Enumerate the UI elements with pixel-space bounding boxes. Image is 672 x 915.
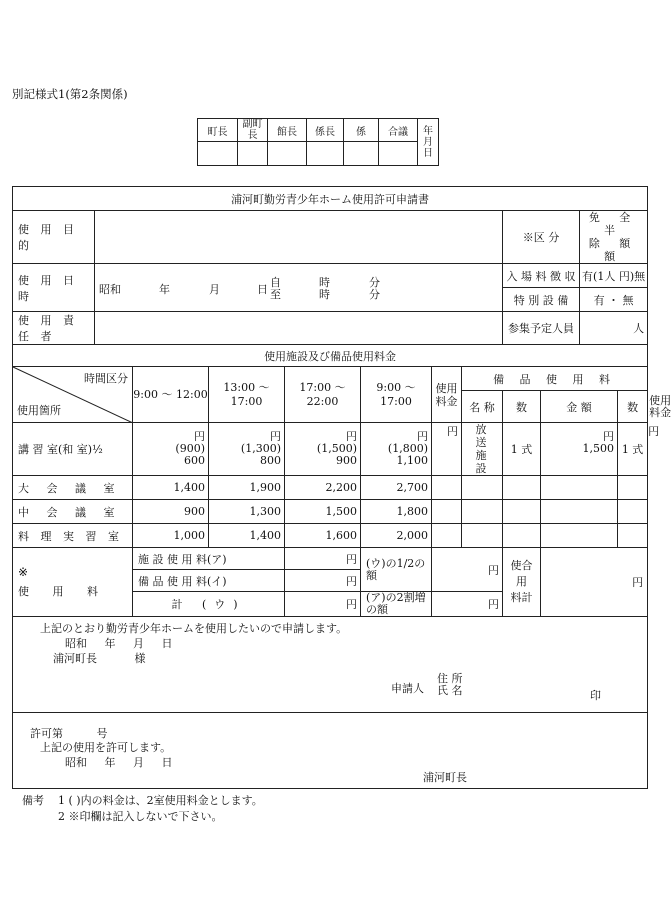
permit-date[interactable]: 昭和 年 月 日: [65, 756, 173, 769]
equip-cell[interactable]: [503, 524, 541, 548]
time-slot-4: 9:00 〜 17:00: [361, 367, 432, 423]
equip-cell[interactable]: [462, 476, 503, 500]
attendees-field[interactable]: 人: [580, 312, 648, 345]
room-name: 料 理 実 習 室: [13, 524, 133, 548]
time-slot-2: 13:00 〜 17:00: [209, 367, 285, 423]
price-cell[interactable]: 円 (900) 600: [133, 423, 209, 476]
equip-cell[interactable]: [541, 476, 618, 500]
double-label: (ア)の2割増の額: [361, 592, 432, 617]
applicant-date[interactable]: 昭和 年 月 日: [65, 637, 173, 650]
facility-fee-label: 施 設 使 用 料(ア): [133, 548, 285, 570]
kubun-label: ※区 分: [503, 211, 580, 264]
price-cell[interactable]: 2,000: [361, 524, 432, 548]
special-equip-label: 特 別 設 備: [503, 288, 580, 312]
equip-cell[interactable]: [503, 476, 541, 500]
equip-col-qty: 数: [503, 391, 541, 423]
price-cell[interactable]: 1,600: [285, 524, 361, 548]
price-cell[interactable]: 1,500: [285, 500, 361, 524]
form-label: 別記様式1(第2条関係): [12, 87, 128, 101]
equip-cell[interactable]: [541, 524, 618, 548]
stamp-box[interactable]: [198, 142, 238, 166]
responsible-label: 使 用 責 任 者: [13, 312, 95, 345]
equip-col-name: 名 称: [462, 391, 503, 423]
price-cell[interactable]: 1,800: [361, 500, 432, 524]
form-title: 浦河町勤労青少年ホーム使用許可申請書: [13, 187, 648, 211]
equip-item-name: 放 送 施 設: [462, 423, 503, 476]
notes-label: 備考: [22, 794, 44, 807]
applicant-section: [13, 617, 648, 713]
price-cell[interactable]: 2,700: [361, 476, 432, 500]
stamp-box[interactable]: [379, 142, 418, 166]
price-cell[interactable]: 円 (1,800) 1,100: [361, 423, 432, 476]
date-field[interactable]: 昭和 年 月 日 自 至 時 時 分 分: [95, 264, 503, 312]
applicant-label: 申請人: [391, 682, 424, 695]
equip-cell[interactable]: [541, 500, 618, 524]
time-place-header: 時間区分 使用箇所: [13, 367, 133, 423]
stamp-col-director: 館長: [268, 119, 307, 142]
equip-item-amount[interactable]: 円 1,500: [541, 423, 618, 476]
stamp-col-chief: 係長: [307, 119, 344, 142]
price-cell[interactable]: 1,000: [133, 524, 209, 548]
permit-section: [13, 713, 648, 789]
seal-mark: 印: [590, 689, 601, 702]
price-cell[interactable]: 1,400: [133, 476, 209, 500]
stamp-col-consult: 合議: [379, 119, 418, 142]
total-field[interactable]: 円: [541, 548, 648, 617]
entry-fee-label: 入 場 料 徴 収: [503, 264, 580, 288]
stamp-box[interactable]: [307, 142, 344, 166]
note-item: 1 ( )内の料金は、2室使用料金とします。: [58, 794, 263, 807]
stamp-col-date: 年月日: [418, 119, 439, 166]
price-cell[interactable]: 900: [133, 500, 209, 524]
price-cell[interactable]: 1,400: [209, 524, 285, 548]
equip-cell[interactable]: [618, 500, 648, 524]
price-cell[interactable]: 円 (1,300) 800: [209, 423, 285, 476]
fee-cell[interactable]: 円: [432, 423, 462, 476]
permit-statement: 上記の使用を許可します。: [40, 741, 172, 754]
time-slot-3: 17:00 〜 22:00: [285, 367, 361, 423]
equip-col-amount: 金 額: [541, 391, 618, 423]
applicant-statement: 上記のとおり勤労青少年ホームを使用したいので申請します。: [40, 622, 348, 635]
addressee: 浦河町長 様: [53, 652, 146, 665]
fee-cell[interactable]: [432, 500, 462, 524]
kubun-options[interactable]: 免 全 半 除 額 額: [580, 211, 648, 264]
date-label: 使 用 日 時: [13, 264, 95, 312]
responsible-field[interactable]: [95, 312, 503, 345]
equip-cell[interactable]: [618, 524, 648, 548]
half-label: (ウ)の1/2の額: [361, 548, 432, 592]
price-cell[interactable]: 2,200: [285, 476, 361, 500]
stamp-box[interactable]: [268, 142, 307, 166]
application-form: 浦河町勤労青少年ホーム使用許可申請書 使 用 目 的 ※区 分 免 全 半 除 額 額 使 用 日 時 昭和 年 月 日 自 至 時 時 分 分 入 場 料 徴 収 有(1人 円)無 特 別 設 備 有 ・ 無 使 用 責 任 者 参集予定人員 人 使用施設及び備品使用料金 時間区分 使用箇所 9:00 〜 12:00 13:00 〜 17:00 17:00 〜 22:00 9:00 〜 17:00 使用料金 備 品 使 用 料 名 称 数 金 額 数 使用料金 講 習 室(和 室)½ 円 (900) 600 円 (1,300) 800 円 (1,500) 900 円 (1,800) 1,100 円 放 送 施 設 1 式 円 1,500 1 式 円 大 会 議 室 1,400 1,900 2,200 2,700 中 会 議 室 900 1,300 1,500 1,800 料 理 実 習 室 1,000 1,400 1,600 2,000 ※ 使 用 料 施 設 使 用 料(ア) 円 (ウ)の1/2の額 円 使合 用 料計 円 備 品 使 用 料(イ) 円 計 (ウ) 円 (ア)の2割増の額 円 上記のとおり勤労青少年ホームを使用したいので申請します。 昭和 年 月 日 浦河町長 様 申請人 住 所 氏 名 印 許可第 号 上記の使用を許可します。 昭和 年 月 日 浦河町長: [12, 186, 648, 789]
fee-cell[interactable]: [432, 524, 462, 548]
equip-cell[interactable]: [462, 524, 503, 548]
equip-cell[interactable]: [618, 476, 648, 500]
room-name: 講 習 室(和 室)½: [13, 423, 133, 476]
half-field[interactable]: 円: [432, 548, 503, 592]
entry-fee-value[interactable]: 有(1人 円)無: [580, 264, 648, 288]
facility-title: 使用施設及び備品使用料金: [13, 345, 648, 367]
equip-fee-field[interactable]: 円: [285, 570, 361, 592]
equip-item-qty: 1 式: [503, 423, 541, 476]
approval-stamp-table: [197, 118, 439, 166]
stamp-col-mayor: 町長: [198, 119, 238, 142]
double-field[interactable]: 円: [432, 592, 503, 617]
subtotal-field[interactable]: 円: [285, 592, 361, 617]
purpose-label: 使 用 目 的: [13, 211, 95, 264]
fee-label: 使用料金: [432, 367, 462, 423]
fee-cell[interactable]: [432, 476, 462, 500]
special-equip-value[interactable]: 有 ・ 無: [580, 288, 648, 312]
time-slot-1: 9:00 〜 12:00: [133, 367, 209, 423]
address-name-labels: 住 所 氏 名: [437, 672, 463, 697]
total-label: 使合 用 料計: [503, 548, 541, 617]
price-cell[interactable]: 1,900: [209, 476, 285, 500]
facility-fee-field[interactable]: 円: [285, 548, 361, 570]
price-cell[interactable]: 1,300: [209, 500, 285, 524]
note-item: 2 ※印欄は記入しないで下さい。: [58, 810, 223, 823]
stamp-col-staff: 係: [344, 119, 379, 142]
equip-fee-label: 備 品 使 用 料(イ): [133, 570, 285, 592]
equip-title: 備 品 使 用 料: [462, 367, 648, 391]
equip-cell[interactable]: [503, 500, 541, 524]
stamp-box[interactable]: [344, 142, 379, 166]
price-cell[interactable]: 円 (1,500) 900: [285, 423, 361, 476]
stamp-box[interactable]: [238, 142, 268, 166]
attendees-label: 参集予定人員: [503, 312, 580, 345]
equip-col-qty2: 数: [618, 391, 648, 423]
purpose-field[interactable]: [95, 211, 503, 264]
permit-number: 許可第 号: [30, 727, 108, 740]
room-name: 大 会 議 室: [13, 476, 133, 500]
stamp-col-deputy: 副町長: [238, 119, 268, 142]
subtotal-label: 計 (ウ): [133, 592, 285, 617]
permit-issuer: 浦河町長: [423, 771, 467, 784]
equip-cell[interactable]: [462, 500, 503, 524]
room-name: 中 会 議 室: [13, 500, 133, 524]
usage-fee-label: ※ 使 用 料: [13, 548, 133, 617]
equip-item-qty2: 1 式: [618, 423, 648, 476]
